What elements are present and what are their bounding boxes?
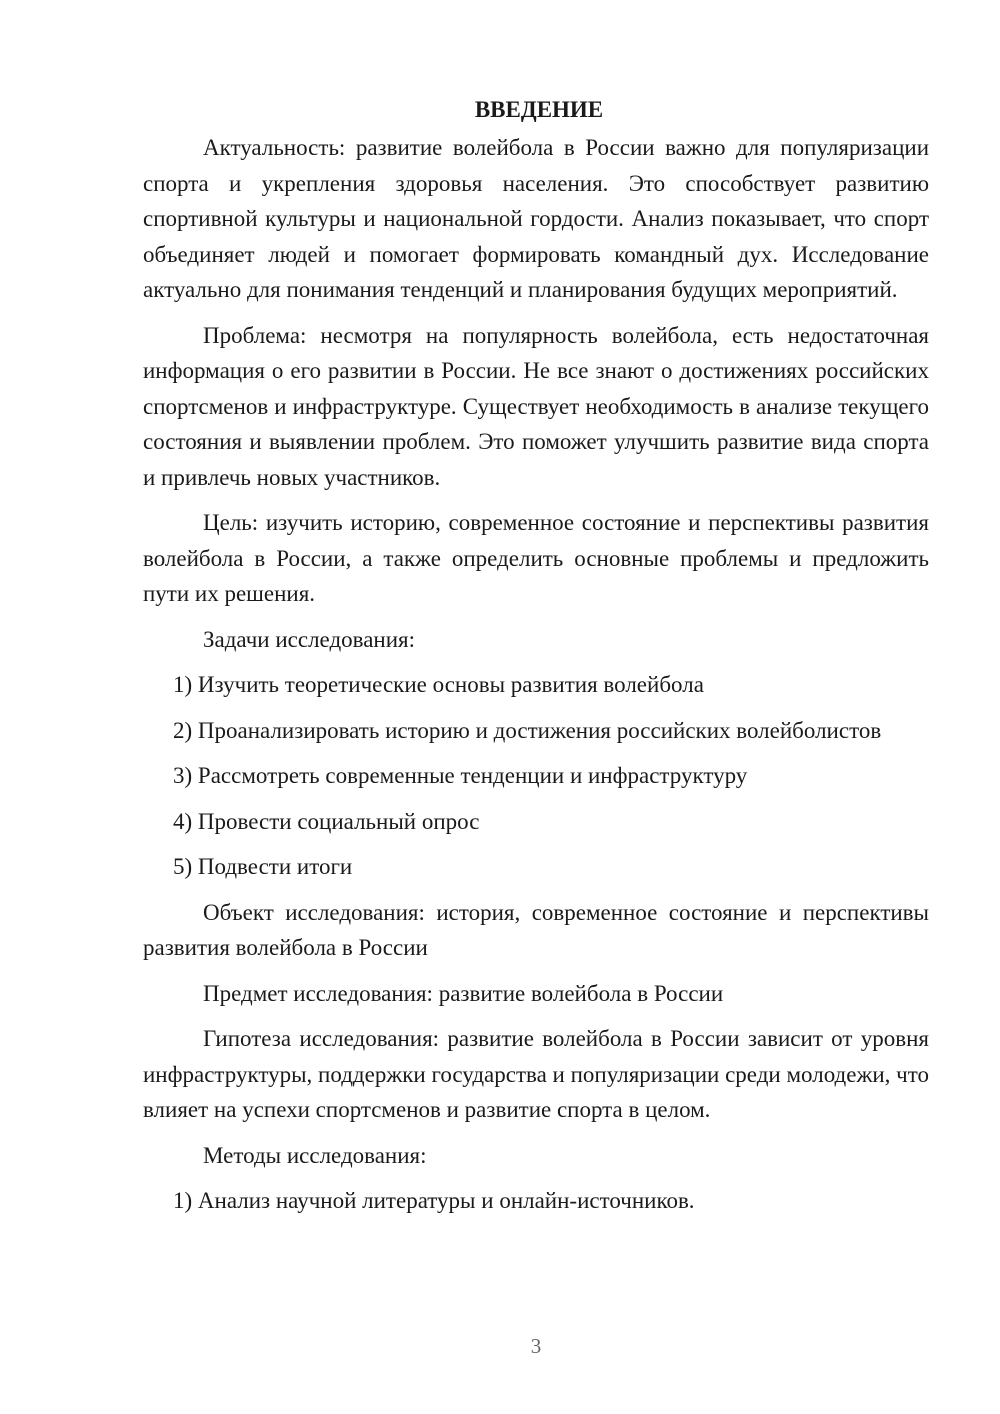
page-number: 3 [530, 1334, 542, 1358]
object-paragraph: Объект исследования: история, современное состояние и перспективы развития волейбола в России [143, 899, 929, 960]
method-item-1: 1) Анализ научной литературы и онлайн-источников. [173, 1188, 695, 1213]
problem-paragraph: Проблема: несмотря на популярность волейбола, есть недостаточная информация о его развитии в России. Не все знают о достижениях российских спортсменов и инфраструктуре. Существует необходимость в анализе текущего состояния и выявлении проблем. Это поможет улучшить развитие вида спорта и привлечь новых участников. [143, 322, 929, 490]
section-title: ВВЕДЕНИЕ [474, 97, 604, 122]
goal-paragraph: Цель: изучить историю, современное состояние и перспективы развития волейбола в России, а также определить основные проблемы и предложить пути их решения. [143, 510, 929, 606]
tasks-heading: Задачи исследования: [203, 626, 416, 652]
relevance-paragraph: Актуальность: развитие волейбола в России важно для популяризации спорта и укрепления здоровья населения. Это способствует развитию спортивной культуры и национальной гордости. Анализ показывает, что спорт объединяет людей и помогает формировать командный дух. Исследование актуально для понимания тенденций и планирования будущих мероприятий. [143, 135, 929, 302]
task-item-3: 3) Рассмотреть современные тенденции и инфраструктуру [173, 763, 748, 788]
task-item-5: 5) Подвести итоги [173, 854, 353, 879]
methods-heading: Методы исследования: [203, 1142, 427, 1168]
hypothesis-paragraph: Гипотеза исследования: развитие волейбола в России зависит от уровня инфраструктуры, поддержки государства и популяризации среди молодежи, что влияет на успехи спортсменов и развитие спорта в целом. [143, 1026, 929, 1122]
page-content [143, 96, 929, 1229]
task-item-4: 4) Провести социальный опрос [173, 808, 480, 834]
task-item-2: 2) Проанализировать историю и достижения российских волейболистов [173, 717, 882, 743]
task-item-1: 1) Изучить теоретические основы развития волейбола [173, 672, 704, 697]
subject-paragraph: Предмет исследования: развитие волейбола в России [203, 980, 724, 1006]
